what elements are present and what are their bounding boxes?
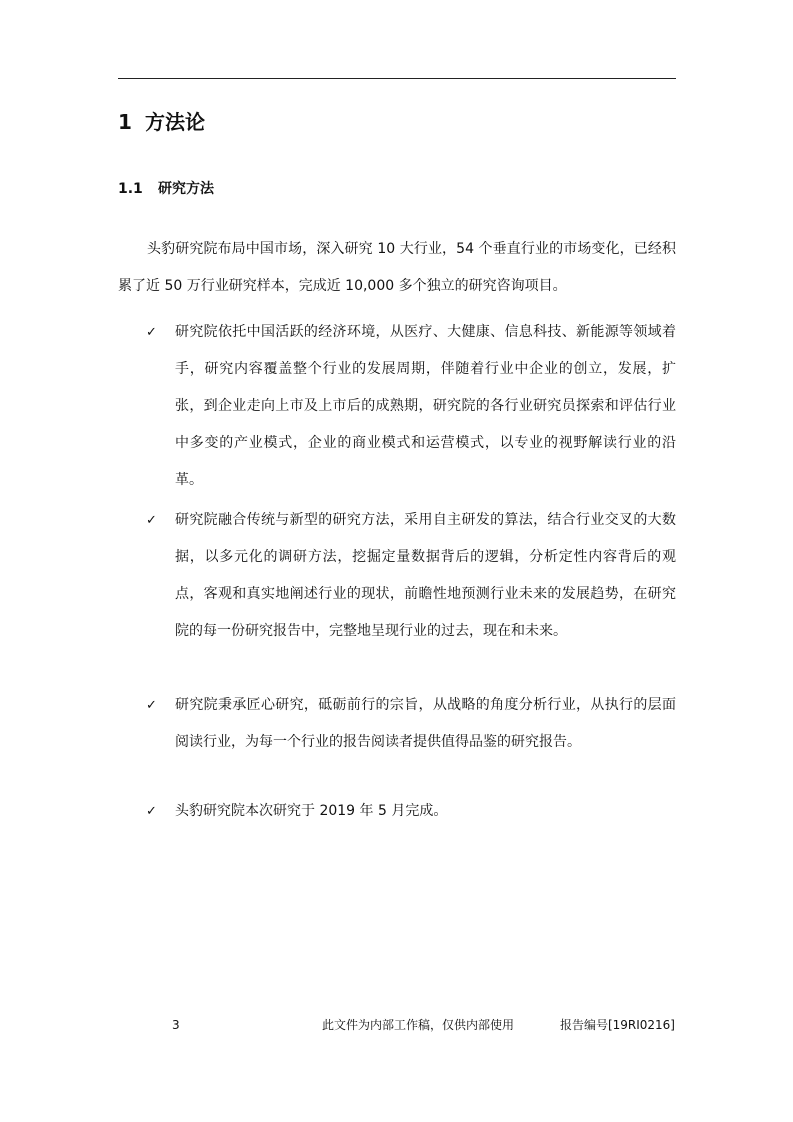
subsection-number: 1.1 <box>118 181 143 197</box>
subsection-heading <box>118 178 214 200</box>
page-number: 3 <box>172 1018 180 1032</box>
intro-paragraph: 头豹研究院布局中国市场，深入研究 10 大行业，54 个垂直行业的市场变化，已经积累了近 50 万行业研究样本，完成近 10,000 多个独立的研究咨询项目。 <box>118 241 676 294</box>
bullet-text: 研究院秉承匠心研究，砥砺前行的宗旨，从战略的角度分析行业，从执行的层面阅读行业，为每一个行业的报告阅读者提供值得品鉴的研究报告。 <box>175 697 676 750</box>
header-rule <box>118 78 676 79</box>
section-number: 1 <box>118 110 132 134</box>
bullet-item <box>146 793 676 830</box>
confidential-note: 此文件为内部工作稿，仅供内部使用 <box>322 1018 515 1032</box>
bullet-text: 研究院依托中国活跃的经济环境，从医疗、大健康、信息科技、新能源等领域着手，研究内容覆盖整个行业的发展周期，伴随着行业中企业的创立，发展，扩张，到企业走向上市及上市后的成熟期，研究院的各行业研究员探索和评估行业中多变的产业模式，企业的商业模式和运营模式，以专业的视野解读行业的沿革。 <box>175 324 676 488</box>
checkmark-icon: ✓ <box>146 325 157 340</box>
checkmark-icon: ✓ <box>146 804 157 819</box>
subsection-title: 研究方法 <box>158 181 214 197</box>
checkmark-icon: ✓ <box>146 698 157 713</box>
bullet-item <box>146 314 676 499</box>
bullet-text: 头豹研究院本次研究于 2019 年 5 月完成。 <box>175 803 448 819</box>
report-id: 报告编号[19RI0216] <box>559 1018 675 1032</box>
section-heading <box>118 108 205 136</box>
bullet-text: 研究院融合传统与新型的研究方法，采用自主研发的算法，结合行业交叉的大数据，以多元化的调研方法，挖掘定量数据背后的逻辑，分析定性内容背后的观点，客观和真实地阐述行业的现状，前瞻性地预测行业未来的发展趋势，在研究院的每一份研究报告中，完整地呈现行业的过去，现在和未来。 <box>175 512 676 639</box>
bullet-item <box>146 687 676 761</box>
checkmark-icon: ✓ <box>146 513 157 528</box>
section-title: 方法论 <box>145 110 205 134</box>
bullet-item <box>146 502 676 650</box>
